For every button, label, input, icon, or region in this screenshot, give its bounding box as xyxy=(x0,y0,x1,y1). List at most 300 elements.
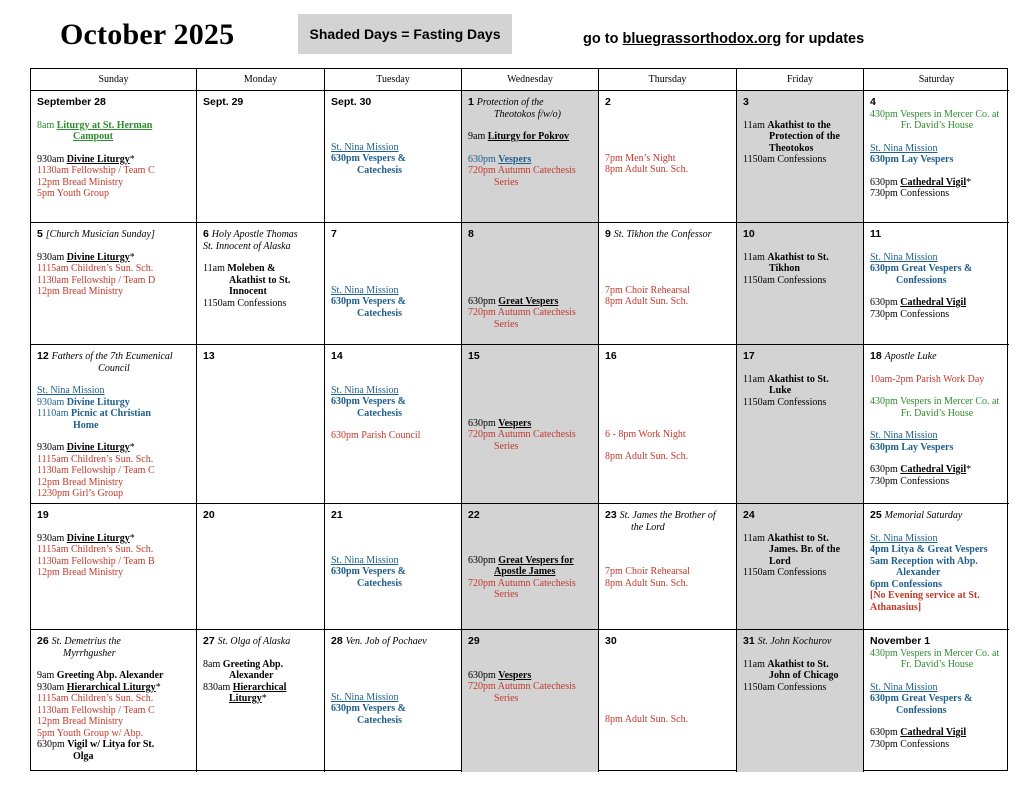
updates-suffix: for updates xyxy=(781,31,865,47)
event-line xyxy=(203,659,319,671)
calendar-grid xyxy=(30,68,1008,771)
event-text: 630pm xyxy=(37,739,68,750)
event-line: Confessions xyxy=(896,704,947,716)
event-line xyxy=(331,636,456,648)
event-line xyxy=(37,229,191,241)
event-text: 11am xyxy=(743,532,768,544)
spacer xyxy=(468,374,593,385)
event-line: 12pm Bread Ministry xyxy=(37,567,124,578)
spacer xyxy=(468,252,593,263)
event-line: St. Nina Mission xyxy=(331,284,399,296)
event-line: 720pm Autumn Catechesis xyxy=(468,165,576,176)
event-line: 720pm Autumn Catechesis xyxy=(468,307,576,318)
event-line: 30 xyxy=(605,635,617,647)
event-line xyxy=(605,229,731,241)
spacer xyxy=(331,544,456,555)
spacer xyxy=(605,544,731,555)
spacer xyxy=(605,374,731,385)
spacer xyxy=(468,120,593,131)
event-text: 930am xyxy=(37,396,67,408)
event-line xyxy=(37,442,191,454)
event-line: Apostle James xyxy=(494,566,556,577)
event-line xyxy=(743,374,858,386)
event-line xyxy=(203,682,319,694)
event-line: St. Nina Mission xyxy=(331,141,399,153)
spacer xyxy=(331,419,456,430)
day-cell xyxy=(197,504,325,630)
event-line: St. Nina Mission xyxy=(870,251,938,263)
event-line: Sept. 30 xyxy=(331,96,372,108)
event-line xyxy=(468,418,593,430)
event-line: 1230pm Girl’s Group xyxy=(37,488,124,499)
event-text: 9am xyxy=(468,131,488,142)
event-line: 8pm Adult Sun. Sch. xyxy=(605,577,689,589)
spacer xyxy=(37,374,191,385)
event-text: 630pm xyxy=(870,464,901,475)
event-text: 630pm xyxy=(468,153,499,165)
day-cell xyxy=(737,630,864,772)
spacer xyxy=(468,363,593,374)
event-line: 1150am Confessions xyxy=(743,681,827,693)
event-line: 1150am Confessions xyxy=(743,396,827,408)
event-line: Catechesis xyxy=(357,577,402,589)
event-line: 5pm Youth Group w/ Abp. xyxy=(37,727,144,739)
event-line: St. Nina Mission xyxy=(331,384,399,396)
event-line: 1130am Fellowship / Team B xyxy=(37,555,155,567)
event-text: 630pm xyxy=(870,727,901,738)
event-line: Alexander xyxy=(896,567,941,578)
event-text: 630pm xyxy=(468,669,499,681)
event-line xyxy=(37,670,191,682)
event-line: 430pm Vespers in Mercer Co. at xyxy=(870,396,1000,407)
day-cell xyxy=(737,91,864,223)
day-cell xyxy=(197,91,325,223)
day-cell xyxy=(325,504,462,630)
event-text: 630pm xyxy=(468,295,499,307)
day-cell xyxy=(31,345,197,504)
event-text: Fathers of the 7th Ecumenical xyxy=(51,351,173,362)
event-line: Catechesis xyxy=(357,714,402,726)
event-line: 6 - 8pm Work Night xyxy=(605,428,686,440)
event-line xyxy=(743,533,858,545)
event-line: Sept. 29 xyxy=(203,96,244,108)
event-line: 16 xyxy=(605,350,617,362)
day-cell xyxy=(599,91,737,223)
event-text: 31 xyxy=(743,635,758,647)
event-line: 1130am Fellowship / Team C xyxy=(37,465,155,476)
spacer xyxy=(870,453,1004,464)
event-line: 10am-2pm Parish Work Day xyxy=(870,373,985,385)
event-text: * xyxy=(966,464,972,475)
event-line: 1150am Confessions xyxy=(743,154,827,165)
event-text: Cathedral Vigil xyxy=(900,464,967,475)
event-text: Greeting Abp. Alexander xyxy=(56,670,164,681)
updates-prefix: go to xyxy=(583,31,623,47)
event-text: 8am xyxy=(203,658,223,670)
event-line: 430pm Vespers in Mercer Co. at xyxy=(870,108,1000,120)
spacer xyxy=(605,670,731,681)
event-text: St. Demetrius the xyxy=(51,636,121,647)
event-text: * xyxy=(129,442,135,453)
event-line: St. Nina Mission xyxy=(331,691,399,703)
spacer xyxy=(331,131,456,142)
event-line: 1130am Fellowship / Team C xyxy=(37,165,155,176)
event-line: Luke xyxy=(769,385,792,396)
event-text: Akathist to the xyxy=(767,119,831,131)
weekday-header: Saturday xyxy=(864,69,1009,91)
spacer xyxy=(331,670,456,681)
spacer xyxy=(331,274,456,285)
event-text: Protection of the xyxy=(476,97,544,108)
event-text: 930am xyxy=(37,153,67,165)
spacer xyxy=(605,648,731,659)
event-line: Olga xyxy=(73,750,94,762)
event-line: 8pm Adult Sun. Sch. xyxy=(605,713,689,725)
day-cell xyxy=(197,630,325,772)
event-line: 21 xyxy=(331,509,343,521)
event-line: 1150am Confessions xyxy=(743,567,827,578)
event-line: 20 xyxy=(203,509,215,521)
event-text: 5 xyxy=(37,228,46,240)
event-line: 730pm Confessions xyxy=(870,308,950,320)
event-text: Vespers xyxy=(498,669,532,681)
event-text: 27 xyxy=(203,635,218,647)
weekday-header: Wednesday xyxy=(462,69,599,91)
event-text: * xyxy=(261,693,267,704)
event-text: Cathedral Vigil xyxy=(900,297,967,308)
spacer xyxy=(468,648,593,659)
event-line: 8 xyxy=(468,228,474,240)
spacer xyxy=(468,263,593,274)
day-cell xyxy=(325,223,462,345)
event-line: 7pm Choir Rehearsal xyxy=(605,284,690,296)
event-line xyxy=(468,131,593,143)
day-cell xyxy=(737,223,864,345)
spacer xyxy=(331,263,456,274)
event-text: 830am xyxy=(203,681,233,693)
event-text: St. John Kochurov xyxy=(757,636,832,647)
event-text: Great Vespers for xyxy=(498,554,574,566)
event-text: Holy Apostle Thomas xyxy=(211,229,298,240)
event-line: September 28 xyxy=(37,96,106,108)
event-text: 930am xyxy=(37,442,67,453)
event-line xyxy=(468,670,593,682)
event-line xyxy=(37,397,191,409)
day-cell xyxy=(599,630,737,772)
spacer xyxy=(743,109,858,120)
spacer xyxy=(331,533,456,544)
spacer xyxy=(870,716,1004,727)
event-line: James. Br. of the xyxy=(769,544,841,555)
spacer xyxy=(605,120,731,131)
spacer xyxy=(605,555,731,566)
spacer xyxy=(870,166,1004,177)
event-line: Innocent xyxy=(229,286,267,297)
event-text: 18 xyxy=(870,350,885,362)
event-text: 630pm xyxy=(468,417,499,429)
event-line: Theotokos f/w/o) xyxy=(494,108,561,120)
event-line: Campout xyxy=(73,131,114,142)
event-text: Apostle Luke xyxy=(884,351,937,362)
event-text: 630pm xyxy=(468,554,499,566)
spacer xyxy=(468,659,593,670)
event-text: Vespers xyxy=(498,417,532,429)
fasting-legend: Shaded Days = Fasting Days xyxy=(298,14,512,54)
day-cell xyxy=(462,91,599,223)
day-cell xyxy=(462,504,599,630)
event-line: Fr. David’s House xyxy=(900,120,974,131)
event-line xyxy=(37,533,191,545)
event-line: Confessions xyxy=(896,274,947,286)
event-text: Akathist to St. xyxy=(767,251,829,263)
event-line: 14 xyxy=(331,350,343,362)
spacer xyxy=(605,142,731,153)
event-line xyxy=(37,351,191,363)
day-cell xyxy=(462,223,599,345)
event-line: St. Nina Mission xyxy=(870,532,938,544)
event-text: Vespers xyxy=(498,153,532,165)
event-text: 28 xyxy=(331,635,346,647)
spacer xyxy=(331,374,456,385)
spacer xyxy=(605,263,731,274)
day-cell xyxy=(864,223,1009,345)
event-line: Series xyxy=(494,589,519,600)
spacer xyxy=(605,418,731,429)
event-line: 430pm Vespers in Mercer Co. at xyxy=(870,647,1000,659)
event-line: 7 xyxy=(331,228,337,240)
event-line: 15 xyxy=(468,350,480,362)
event-line: 8pm Adult Sun. Sch. xyxy=(605,164,689,175)
event-line: 630pm Great Vespers & xyxy=(870,263,973,274)
event-line: Fr. David’s House xyxy=(900,407,974,419)
day-cell xyxy=(31,630,197,772)
event-text: Ven. Job of Pochaev xyxy=(345,636,427,647)
weekday-header: Friday xyxy=(737,69,864,91)
spacer xyxy=(37,659,191,670)
event-text: Picnic at Christian xyxy=(70,408,151,419)
event-line: 24 xyxy=(743,509,755,521)
day-cell xyxy=(599,345,737,504)
event-text: [Church Musician Sunday] xyxy=(45,229,155,240)
spacer xyxy=(870,241,1004,252)
event-line xyxy=(37,408,191,420)
event-line: the Lord xyxy=(631,521,665,533)
event-line: 730pm Confessions xyxy=(870,188,950,199)
event-text: 930am xyxy=(37,251,67,263)
event-text: * xyxy=(966,176,972,188)
spacer xyxy=(468,544,593,555)
event-text: Greeting Abp. xyxy=(222,658,284,670)
event-text: 9 xyxy=(605,228,614,240)
event-line: 11 xyxy=(870,228,882,240)
event-line: 22 xyxy=(468,509,480,521)
day-cell xyxy=(197,223,325,345)
event-text: 11am xyxy=(743,119,768,131)
event-line: 630pm Vespers & xyxy=(331,396,407,407)
spacer xyxy=(605,274,731,285)
day-cell xyxy=(31,223,197,345)
day-cell xyxy=(737,345,864,504)
event-line: 1150am Confessions xyxy=(743,274,827,286)
event-line: Fr. David’s House xyxy=(900,659,974,670)
day-cell xyxy=(864,345,1009,504)
event-text: St. Tikhon the Confessor xyxy=(613,229,712,240)
event-line: 8pm Adult Sun. Sch. xyxy=(605,296,689,307)
spacer xyxy=(331,363,456,374)
event-text: St. Olga of Alaska xyxy=(217,636,291,647)
event-line: 1150am Confessions xyxy=(203,297,287,309)
event-line xyxy=(203,693,319,705)
day-cell xyxy=(599,504,737,630)
spacer xyxy=(870,385,1004,396)
event-line xyxy=(870,177,1004,189)
page-title: October 2025 xyxy=(60,18,235,51)
event-text: Divine Liturgy xyxy=(66,396,130,408)
spacer xyxy=(605,533,731,544)
event-text: 9am xyxy=(37,670,57,681)
event-text: Memorial Saturday xyxy=(884,510,963,521)
event-text: * xyxy=(129,251,135,263)
event-line xyxy=(743,636,858,648)
event-text: 1110am xyxy=(37,408,71,419)
spacer xyxy=(468,533,593,544)
event-text: * xyxy=(129,153,135,165)
event-line xyxy=(37,739,191,751)
event-line: Protection of the xyxy=(769,131,840,142)
weekday-header: Tuesday xyxy=(325,69,462,91)
weekday-header: Thursday xyxy=(599,69,737,91)
event-text: 930am xyxy=(37,681,67,693)
spacer xyxy=(605,109,731,120)
event-line: 630pm Parish Council xyxy=(331,430,421,441)
event-text: 630pm xyxy=(870,297,901,308)
event-line: 7pm Choir Rehearsal xyxy=(605,566,690,577)
event-line: Alexander xyxy=(229,670,274,681)
spacer xyxy=(331,252,456,263)
spacer xyxy=(605,659,731,670)
spacer xyxy=(605,131,731,142)
event-line: 1115am Children’s Sun. Sch. xyxy=(37,693,154,704)
event-text: 6 xyxy=(203,228,212,240)
spacer xyxy=(870,419,1004,430)
spacer xyxy=(743,241,858,252)
event-line: 630pm Great Vespers & xyxy=(870,693,973,704)
event-line: 1130am Fellowship / Team D xyxy=(37,274,156,286)
spacer xyxy=(331,648,456,659)
spacer xyxy=(37,241,191,252)
spacer xyxy=(605,440,731,451)
event-text: 630pm xyxy=(870,176,901,188)
event-line: 4pm Litya & Great Vespers xyxy=(870,544,988,555)
event-line xyxy=(37,252,191,264)
weekday-header: Monday xyxy=(197,69,325,91)
event-line: 730pm Confessions xyxy=(870,475,950,487)
event-line xyxy=(870,464,1004,476)
day-cell xyxy=(864,504,1009,630)
day-cell xyxy=(462,630,599,772)
event-line: 1115am Children’s Sun. Sch. xyxy=(37,263,154,274)
event-text: Akathist to St. xyxy=(767,658,829,670)
event-line: 12pm Bread Ministry xyxy=(37,476,124,488)
event-text: 11am xyxy=(203,263,228,274)
event-line: 1115am Children’s Sun. Sch. xyxy=(37,544,154,555)
day-cell xyxy=(737,504,864,630)
event-text: 11am xyxy=(743,251,768,263)
event-text: 930am xyxy=(37,532,67,544)
spacer xyxy=(605,363,731,374)
event-line: 630pm Vespers & xyxy=(331,703,407,714)
event-line: 5pm Youth Group xyxy=(37,188,109,199)
event-line xyxy=(468,296,593,308)
event-line: Lord xyxy=(769,555,791,567)
event-line: St. Nina Mission xyxy=(870,681,938,693)
event-text: Liturgy at St. Herman xyxy=(56,119,153,131)
event-text: 26 xyxy=(37,635,52,647)
event-text: * xyxy=(129,532,135,544)
spacer xyxy=(743,648,858,659)
event-line: Home xyxy=(73,419,99,431)
event-line xyxy=(870,510,1004,522)
event-text: 25 xyxy=(870,509,885,521)
event-line: Series xyxy=(494,692,519,704)
event-line: 5am Reception with Abp. xyxy=(870,555,978,567)
event-text: 8am xyxy=(37,119,57,131)
event-line xyxy=(870,351,1004,363)
event-line xyxy=(743,252,858,264)
event-text: Divine Liturgy xyxy=(66,442,130,453)
event-line: 2 xyxy=(605,96,611,108)
event-line: St. Nina Mission xyxy=(331,554,399,566)
event-text: 23 xyxy=(605,509,620,521)
event-text: St. James the Brother of xyxy=(619,510,716,521)
event-line: Tikhon xyxy=(769,263,800,274)
event-line: Myrrhgusher xyxy=(63,647,116,659)
event-line: Series xyxy=(494,440,519,452)
event-line: St. Nina Mission xyxy=(870,142,938,154)
spacer xyxy=(331,659,456,670)
day-cell xyxy=(864,91,1009,223)
event-line: 8pm Adult Sun. Sch. xyxy=(605,451,689,462)
event-text: * xyxy=(155,681,161,693)
spacer xyxy=(605,681,731,692)
spacer xyxy=(468,274,593,285)
event-line: 29 xyxy=(468,635,480,647)
day-cell xyxy=(31,504,197,630)
spacer xyxy=(37,522,191,533)
event-line: 720pm Autumn Catechesis xyxy=(468,577,576,589)
event-line: 12pm Bread Ministry xyxy=(37,286,124,297)
spacer xyxy=(203,648,319,659)
day-cell xyxy=(462,345,599,504)
spacer xyxy=(605,241,731,252)
event-line: November 1 xyxy=(870,635,931,647)
event-line: 17 xyxy=(743,350,755,362)
website-link[interactable]: bluegrassorthodox.org xyxy=(622,31,782,47)
event-text: Liturgy for Pokrov xyxy=(487,131,570,142)
event-line xyxy=(37,120,191,132)
event-text: Cathedral Vigil xyxy=(900,176,967,188)
spacer xyxy=(331,681,456,692)
spacer xyxy=(331,120,456,131)
event-line: 12pm Bread Ministry xyxy=(37,716,124,727)
event-line: Catechesis xyxy=(357,407,402,419)
event-line xyxy=(468,154,593,166)
spacer xyxy=(468,241,593,252)
event-line: 730pm Confessions xyxy=(870,738,950,750)
spacer xyxy=(605,396,731,407)
spacer xyxy=(37,143,191,154)
event-line: 1130am Fellowship / Team C xyxy=(37,704,155,716)
